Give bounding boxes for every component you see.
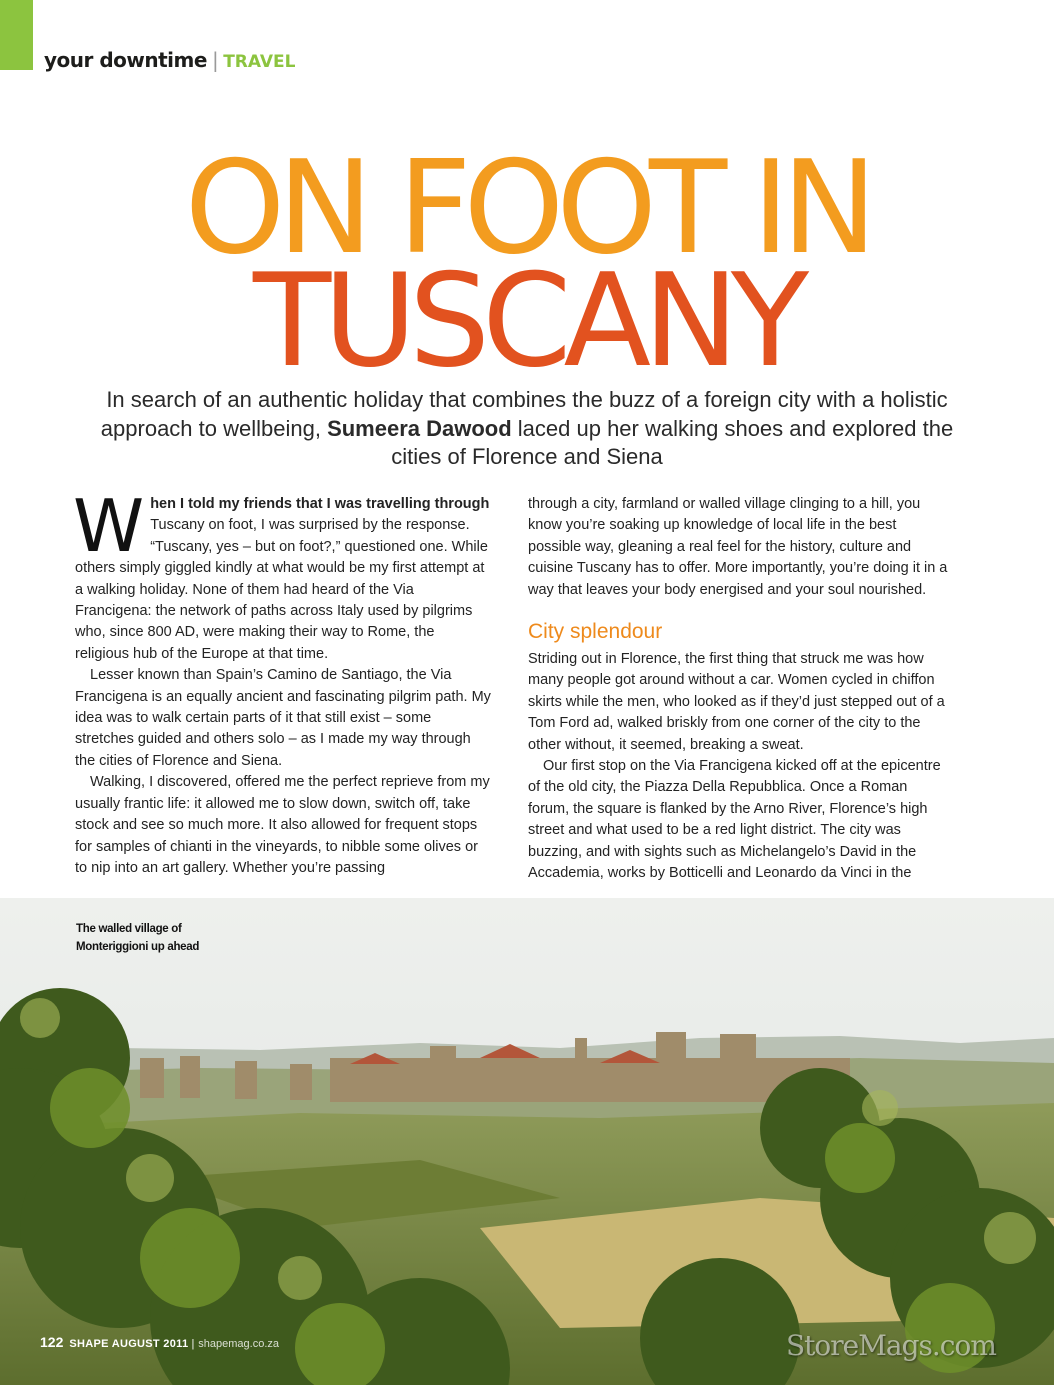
- header-section: TRAVEL: [223, 52, 296, 72]
- section-color-tab: [0, 0, 33, 70]
- standfirst-after: laced up her walking shoes and explored the cities of Florence and Siena: [391, 415, 954, 469]
- lead-in: hen I told my friends that I was travelling through: [150, 496, 490, 512]
- subheading: City splendour: [528, 620, 663, 644]
- watermark-text: StoreMags.com: [786, 1329, 996, 1362]
- article-paragraph: Lesser known than Spain’s Camino de Santiago, the Via Francigena is an equally ancient and fascinating pilgrim path. My idea was to walk certain parts of it that still exist – some stretches guided and others solo – as I made my way through the cities of Florence and Siena.: [75, 667, 491, 769]
- drop-cap: W: [73, 484, 145, 568]
- article-column-left: [73, 484, 491, 879]
- headline-line-2: TUSCANY: [253, 247, 801, 396]
- section-header: [44, 48, 295, 72]
- headline-line-1: ON FOOT IN: [184, 134, 870, 283]
- website-link[interactable]: shapemag.co.za: [198, 1338, 280, 1350]
- article-paragraph: Our first stop on the Via Francigena kicked off at the epicentre of the old city, the Piazza Della Repubblica. Once a Roman forum, the square is flanked by the Arno River, Florence’s high street and what used to be a red light district. The city was buzzing, and with sights such as Michelangelo’s David in the Accademia, works by Botticelli and Leonardo da Vinci in the: [528, 758, 941, 882]
- article-paragraph: Striding out in Florence, the first thing that struck me was how many people got around without a car. Women cycled in chiffon skirts while the men, who looked as if they’d just stepped out of a Tom Ford ad, walked briskly from one corner of the city to the other without, it seemed, breaking a sweat.: [528, 651, 945, 753]
- article-paragraph: through a city, farmland or walled village clinging to a hill, you know you’re soaking up knowledge of local life in the best possible way, gleaning a real feel for the history, culture and cuisine Tuscany has to offer. More importantly, you’re doing it in a way that leaves your body energised and your soul nourished.: [528, 496, 948, 598]
- paragraph-text: Tuscany on foot, I was surprised by the response. “Tuscany, yes – but on foot?,” questioned one. While others simply giggled kindly at what would be my first attempt at a walking holiday. None of them had heard of the Via Francigena: the network of paths across Italy used by pilgrims who, since 800 AD, were making their way to Rome, the religious hub of the Europe at that time.: [75, 517, 488, 662]
- footer-separator: |: [191, 1338, 195, 1350]
- standfirst-before: In search of an authentic holiday that combines the buzz of a foreign city with a holistic approach to wellbeing,: [100, 387, 948, 441]
- page-number: 122: [40, 1334, 64, 1350]
- photo-caption: The walled village of Monteriggioni up ahead: [76, 923, 200, 953]
- header-separator: |: [211, 48, 219, 72]
- article-paragraph: [73, 484, 491, 665]
- header-kicker: your downtime: [44, 48, 207, 72]
- page-footer: [40, 1334, 279, 1350]
- article-column-right: [528, 494, 952, 885]
- article-paragraph: Walking, I discovered, offered me the perfect reprieve from my usually frantic life: it allowed me to slow down, switch off, take stock and see so much more. It also allowed for frequent stops for samples of chianti in the vineyards, to nibble some olives or to nip into an art gallery. Whether you’re passing: [75, 774, 490, 876]
- magazine-issue: SHAPE AUGUST 2011: [69, 1338, 189, 1350]
- landscape-illustration: [0, 898, 1054, 1385]
- monteriggioni-photo: [0, 898, 1054, 1385]
- author-name: Sumeera Dawood: [327, 415, 512, 441]
- standfirst: [80, 386, 974, 472]
